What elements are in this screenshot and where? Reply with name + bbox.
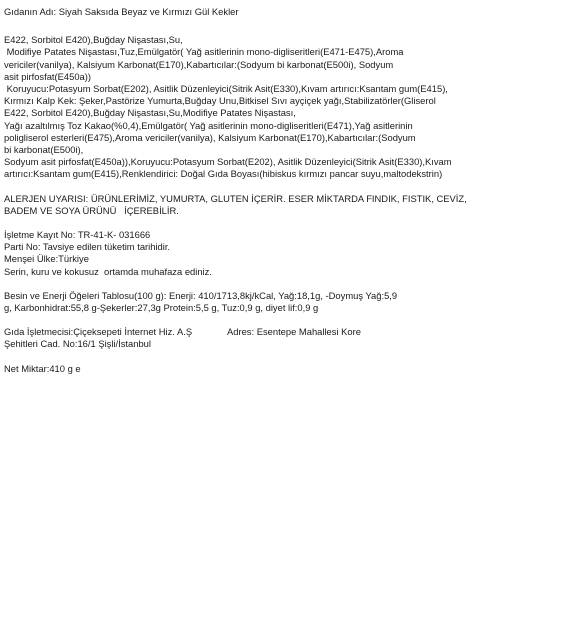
storage-instructions: Serin, kuru ve kokusuz ortamda muhafaza ediniz. — [4, 265, 212, 277]
ingredients-section-1 — [4, 34, 578, 83]
product-name: Gıdanın Adı: Siyah Saksıda Beyaz ve Kırmızı Gül Kekler — [4, 6, 239, 17]
batch-number: Parti No: Tavsiye edilen tüketim tarihidir. — [4, 241, 171, 253]
allergen-line: ALERJEN UYARISI: ÜRÜNLERİMİZ, YUMURTA, GLUTEN İÇERİR. ESER MİKTARDA FINDIK, FISTIK, CEVİZ, — [4, 192, 467, 204]
registry-info — [4, 229, 578, 278]
ingredient-line: E422, Sorbitol E420),Buğday Nişastası,Su,Modifiye Patates Nişastası, — [4, 107, 296, 119]
address-label: Adres: Esentepe Mahallesi Kore — [227, 326, 361, 338]
ingredient-line: vericiler(vanilya), Kalsiyum Karbonat(E170),Kabartıcılar:(Sodyum bi karbonat(E500i), Sodyum — [4, 58, 394, 70]
country-of-origin: Menşei Ülke:Türkiye — [4, 253, 89, 265]
ingredient-line: E422, Sorbitol E420),Buğday Nişastası,Su, — [4, 34, 183, 46]
ingredient-line: Yağı azaltılmış Toz Kakao(%0,4),Emülgatör( Yağ asitlerinin mono-digliseritleri(E471),Yağ asitlerinin — [4, 119, 413, 131]
ingredient-line: Kırmızı Kalp Kek: Şeker,Pastörize Yumurta,Buğday Unu,Bitkisel Sıvı ayçiçek yağı,Stabilizatörler(Gliserol — [4, 95, 436, 107]
allergen-line: BADEM VE SOYA ÜRÜNÜ İÇEREBİLİR. — [4, 204, 179, 216]
company-info — [4, 326, 578, 350]
product-label-document — [4, 0, 578, 375]
ingredient-line: bi karbonat(E500i), — [4, 144, 84, 156]
ingredient-line: asit pirfosfat(E450a)) — [4, 70, 92, 82]
address-line: Şehitleri Cad. No:16/1 Şişli/İstanbul — [4, 338, 151, 350]
registry-number: İşletme Kayıt No: TR-41-K- 031666 — [4, 229, 151, 241]
ingredients-section-2 — [4, 83, 578, 181]
net-weight: Net Miktar:410 g e — [4, 362, 81, 374]
nutrition-line: Besin ve Enerji Öğeleri Tablosu(100 g): Enerji: 410/1713,8kj/kCal, Yağ:18,1g, -Doymuş Yağ:5,9 — [4, 289, 398, 301]
nutrition-line: g, Karbonhidrat:55,8 g-Şekerler:27,3g Protein:5,5 g, Tuz:0,9 g, diyet lif:0,9 g — [4, 302, 319, 314]
ingredient-line: Koruyucu:Potasyum Sorbat(E202), Asitlik Düzenleyici(Sitrik Asit(E330),Kıvam artırıcı:Ksantam gum(E415), — [4, 83, 448, 95]
food-operator: Gıda İşletmecisi:Çiçeksepeti İnternet Hiz. A.Ş — [4, 326, 193, 338]
allergen-warning — [4, 193, 578, 217]
ingredient-line: Modifiye Patates Nişastası,Tuz,Emülgatör( Yağ asitlerinin mono-digliseritleri(E471-E475),Aroma — [4, 46, 404, 58]
ingredient-line: artırıcı:Ksantam gum(E415),Renklendirici: Doğal Gıda Boyası(hibiskus kırmızı pancar suyu,maltodekstrin) — [4, 168, 443, 180]
net-weight-section — [4, 363, 578, 375]
nutrition-facts — [4, 290, 578, 314]
ingredient-line: Sodyum asit pirfosfat(E450a)),Koruyucu:Potasyum Sorbat(E202), Asitlik Düzenleyici(Sitrik Asit(E330),Kıvam — [4, 156, 452, 168]
ingredient-line: poligliserol esterleri(E475),Aroma vericiler(vanilya), Kalsiyum Karbonat(E170),Kabartıcılar:(Sodyum — [4, 131, 416, 143]
